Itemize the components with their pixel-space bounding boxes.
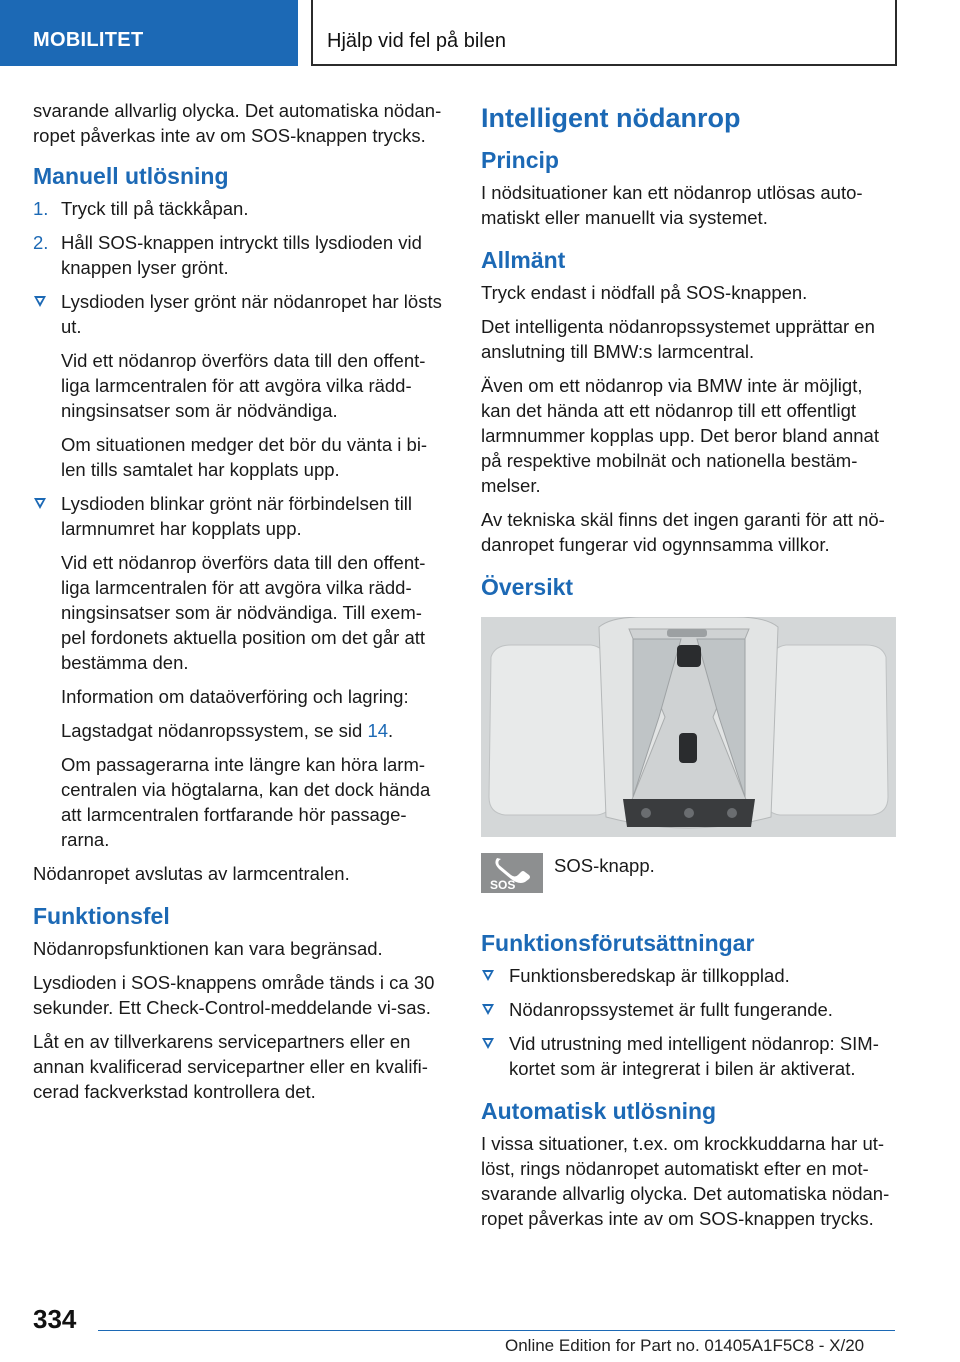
triangle-bullet-icon <box>34 296 46 307</box>
closing-paragraph: Nödanropet avslutas av larmcentralen. <box>33 863 350 884</box>
triangle-bullet-icon <box>482 1004 494 1015</box>
general-paragraph: Även om ett nödanrop via BMW inte är möjligt, kan det hända att ett nödanrop till ett offentligt larmnummer kopplas upp. Det beror bland annat på respektive mobilnät och nationella bestäm-melser. <box>481 375 879 496</box>
triangle-bullet-icon <box>34 498 46 509</box>
general-paragraph: Det intelligenta nödanropssystemet upprättar en anslutning till BMW:s larmcentral. <box>481 316 875 362</box>
triangle-bullet-icon <box>482 1038 494 1049</box>
automatic-trigger-heading: Automatisk utlösning <box>481 1098 717 1124</box>
section-tab <box>0 0 298 66</box>
sos-button-label: SOS-knapp. <box>554 855 655 876</box>
sos-legend <box>481 853 896 913</box>
general-heading: Allmänt <box>481 247 566 273</box>
sos-button-icon <box>481 853 543 893</box>
section-heading: Intelligent nödanrop <box>481 103 741 133</box>
overview-heading: Översikt <box>481 574 574 600</box>
fault-paragraph: Nödanropsfunktionen kan vara begränsad. <box>33 938 383 959</box>
sos-phone-icon <box>481 853 543 893</box>
right-column <box>481 98 896 1240</box>
bullet-led-blinking <box>33 491 443 541</box>
fault-paragraph: Lysdioden i SOS-knappens område tänds i ca 30 sekunder. Ett Check-Control-meddelande vi-sas. <box>33 972 435 1018</box>
page-header <box>0 0 960 66</box>
malfunction-heading: Funktionsfel <box>33 903 170 929</box>
bullet-led-green <box>33 289 443 339</box>
reference-text: Lagstadgat nödanropssystem, se sid <box>61 720 368 741</box>
step-2 <box>33 230 443 280</box>
general-paragraph: Tryck endast i nödfall på SOS-knappen. <box>481 282 808 303</box>
bullet-text: Lysdioden blinkar grönt när förbindelsen till larmnumret har kopplats upp. <box>61 493 413 539</box>
sub-paragraph: Om passagerarna inte längre kan höra larm-centralen via högtalarna, kan det dock hända att larmcentralen fortfarande hör passage-rarna. <box>61 754 431 850</box>
chapter-title: Hjälp vid fel på bilen <box>327 30 506 52</box>
edition-footer: Online Edition for Part no. 01405A1F5C8 - X/20 <box>505 1336 865 1355</box>
requirement-text: Funktionsberedskap är tillkopplad. <box>509 965 790 986</box>
footer-divider <box>98 1330 895 1331</box>
page-number: 334 <box>33 1304 77 1334</box>
left-column <box>33 98 443 1113</box>
section-title: MOBILITET <box>33 29 144 51</box>
sub-paragraph: Vid ett nödanrop överförs data till den offent-liga larmcentralen för att avgöra vilka rädd-ningsinsatser som är nödvändiga. <box>61 350 426 421</box>
requirements-heading: Funktionsförutsättningar <box>481 930 755 956</box>
requirement-text: Nödanropssystemet är fullt fungerande. <box>509 999 833 1020</box>
sub-paragraph: Om situationen medger det bör du vänta i bi-len tills samtalet har kopplats upp. <box>61 434 428 480</box>
overhead-console-illustration <box>481 617 896 837</box>
bullet-text: Lysdioden lyser grönt när nödanropet har lösts ut. <box>61 291 442 337</box>
fault-paragraph: Låt en av tillverkarens servicepartners eller en annan kvalificerad servicepartner eller en kvalifi-cerad fackverkstad kontrollera det. <box>33 1031 428 1102</box>
requirement-item <box>481 997 896 1022</box>
overhead-console-image <box>481 617 896 837</box>
requirement-text: Vid utrustning med intelligent nödanrop: SIM-kortet som är integrerat i bilen är aktiverat. <box>509 1033 879 1079</box>
sub-paragraph: Information om dataöverföring och lagring: <box>61 686 409 707</box>
requirement-item <box>481 963 896 988</box>
requirement-item <box>481 1031 896 1081</box>
triangle-bullet-icon <box>482 970 494 981</box>
manual-trigger-heading: Manuell utlösning <box>33 163 229 189</box>
sos-icon-text: SOS <box>490 878 516 892</box>
step-number: 2. <box>33 232 49 253</box>
step-number: 1. <box>33 198 49 219</box>
sub-paragraph: Vid ett nödanrop överförs data till den offent-liga larmcentralen för att avgöra vilka rädd-ningsinsatser som är nödvändiga. Till exem-pel fordonets aktuella position om det går att bestämma den. <box>61 552 426 673</box>
principle-heading: Princip <box>481 147 559 173</box>
principle-paragraph: I nödsituationer kan ett nödanrop utlösas auto-matiskt eller manuellt via systemet. <box>481 182 863 228</box>
step-text: Håll SOS-knappen intryckt tills lysdioden vid knappen lyser grönt. <box>61 232 422 278</box>
step-text: Tryck till på täckkåpan. <box>61 198 249 219</box>
automatic-paragraph: I vissa situationer, t.ex. om krockkuddarna har ut-löst, rings nödanropet automatiskt efter en mot-svarande allvarlig olycka. Det automatiska nödan-ropet påverkas inte av om SOS-knappen trycks. <box>481 1133 890 1229</box>
reference-end: . <box>388 720 394 741</box>
general-paragraph: Av tekniska skäl finns det ingen garanti för att nö-danropet fungerar vid ogynnsamma villkor. <box>481 509 885 555</box>
intro-paragraph: svarande allvarlig olycka. Det automatiska nödan-ropet påverkas inte av om SOS-knappen trycks. <box>33 100 442 146</box>
cross-reference <box>33 718 443 743</box>
page-reference-link[interactable]: 14 <box>367 720 389 741</box>
chapter-box <box>311 0 897 64</box>
step-1 <box>33 196 443 221</box>
